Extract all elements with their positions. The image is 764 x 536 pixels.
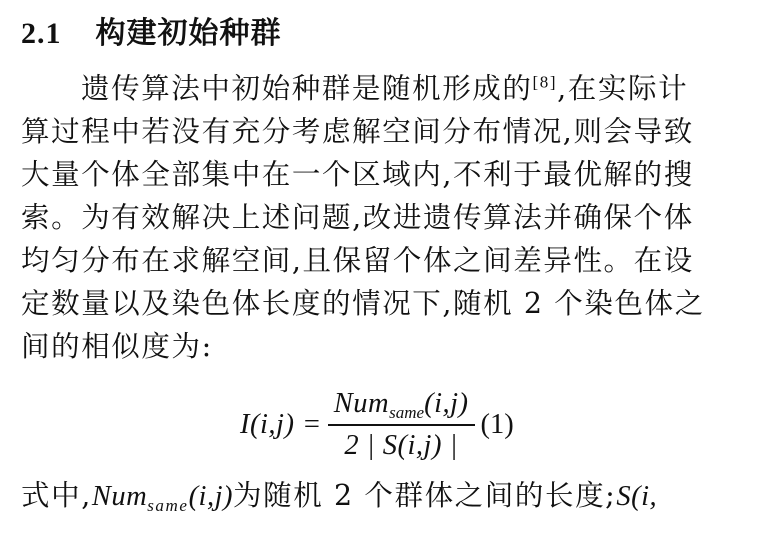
section-heading [21,12,282,56]
equation-lhs: I(i,j) = [240,409,322,440]
paragraph-text: ,在实际计 [557,72,689,105]
paragraph-line-2: 算过程中若没有充分考虑解空间分布情况,则会导致 [21,115,694,148]
paragraph-text: 遗传算法中初始种群是随机形成的 [81,72,533,105]
numerator-args: (i,j) [424,388,469,419]
equation-label: (1) [480,409,514,440]
after-mid: 为随机 2 个群体之间的长度; [233,479,617,512]
citation-ref: [8] [532,72,558,92]
fraction-numerator [328,386,475,424]
equation-fraction [328,386,475,464]
paragraph-line-1 [21,67,764,110]
paragraph-after-equation [21,474,746,518]
after-var: Num [91,481,148,512]
paragraph-line-4: 索。为有效解决上述问题,改进遗传算法并确保个体 [21,201,694,234]
equation-1 [240,385,514,465]
paragraph-line-6: 定数量以及染色体长度的情况下,随机 2 个染色体之 [21,287,705,320]
after-var-args: (i,j) [188,481,234,512]
paragraph-line-7: 间的相似度为: [21,330,213,363]
fraction-denominator: 2 | S(i,j) | [344,430,458,461]
after-var-subscript: same [147,496,189,515]
after-prefix: 式中, [21,479,92,512]
after-tail: S(i, [616,481,658,512]
numerator-subscript: same [389,403,425,422]
section-number: 2.1 [21,17,62,50]
section-title: 构建初始种群 [95,16,282,51]
numerator-var: Num [333,388,390,419]
paragraph-line-3: 大量个体全部集中在一个区域内,不利于最优解的搜 [21,158,694,191]
paragraph-line-5: 均匀分布在求解空间,且保留个体之间差异性。在设 [21,244,694,277]
